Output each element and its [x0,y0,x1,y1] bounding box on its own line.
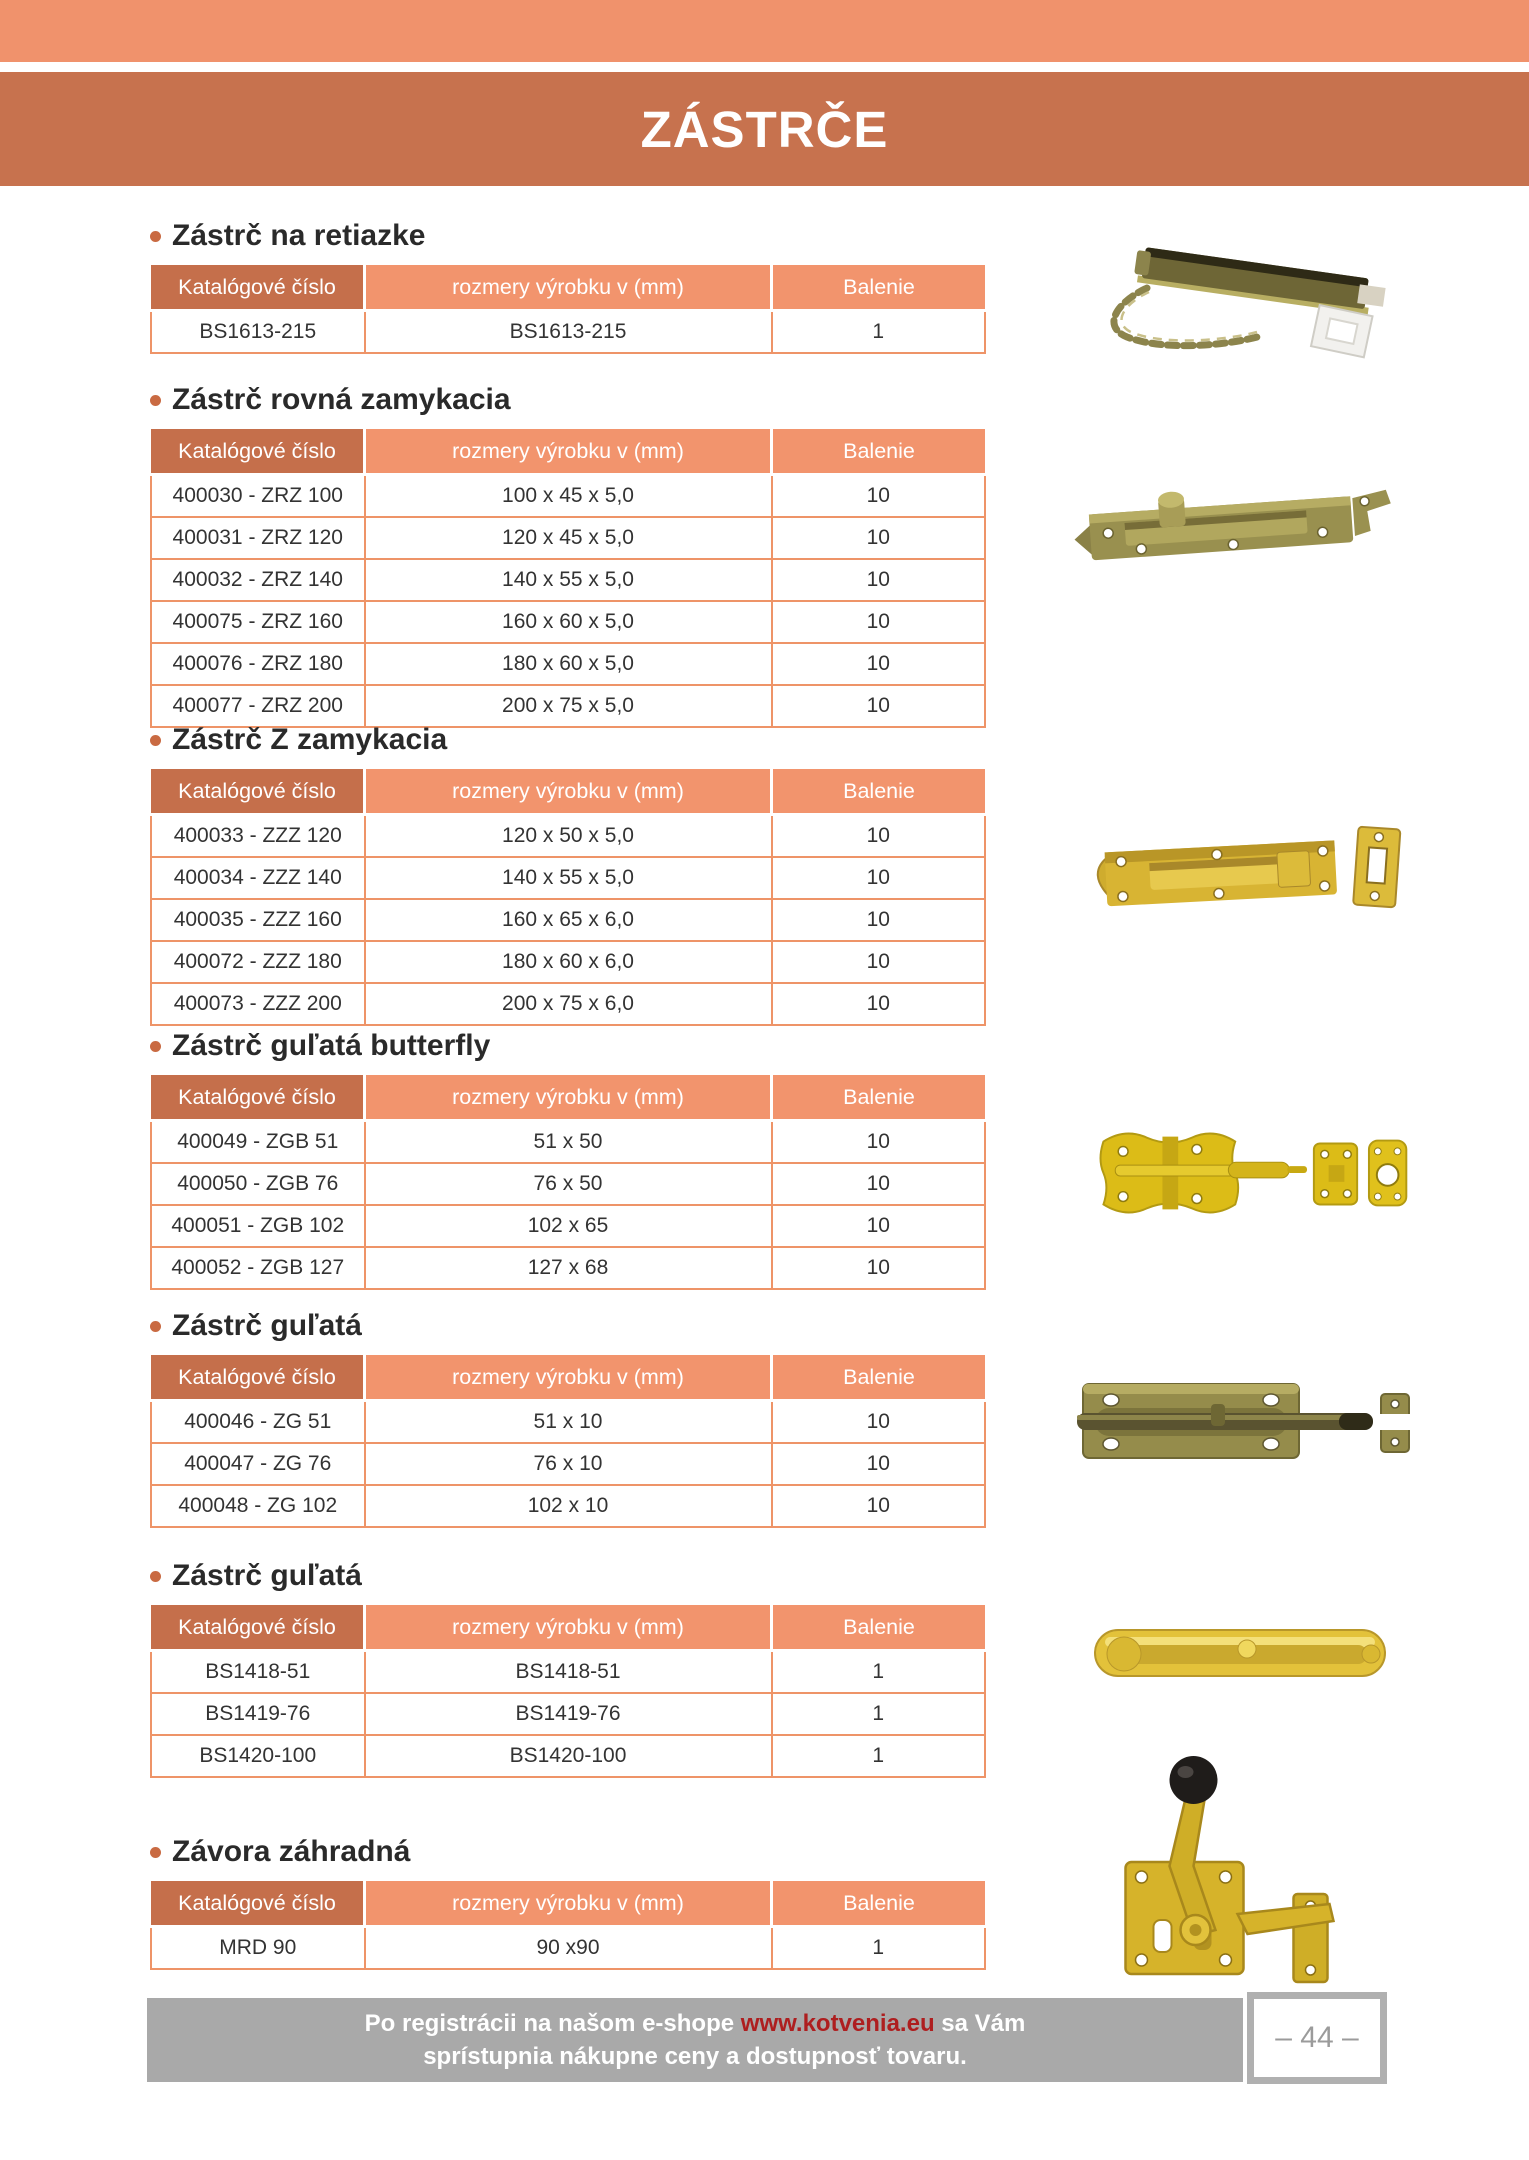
bullet-icon [150,1571,161,1582]
table-cell: 10 [772,941,986,983]
table-cell: 400047 - ZG 76 [151,1443,365,1485]
table-cell: 127 x 68 [365,1247,772,1289]
page-title: ZÁSTRČE [640,100,889,158]
round-bolt-image [1065,1366,1415,1478]
table-row [151,1443,985,1485]
table-cell: 400032 - ZRZ 140 [151,559,365,601]
table-cell: 1 [772,1735,986,1777]
table-cell: 10 [772,815,986,858]
table-cell: 76 x 50 [365,1163,772,1205]
table-cell: 10 [772,475,986,518]
brass-bolt-image [1075,1604,1405,1699]
product-image-garden-latch [1095,1744,1360,1989]
table-row [151,1927,985,1970]
table-cell: 10 [772,685,986,727]
table-cell: 10 [772,857,986,899]
table-cell: 400034 - ZZZ 140 [151,857,365,899]
table-cell: 180 x 60 x 6,0 [365,941,772,983]
flat-locking-bolt-image [1070,456,1410,591]
table-row [151,311,985,354]
table-header-row [151,769,985,815]
section-title [150,1026,1450,1066]
kotvenia-link[interactable]: www.kotvenia.eu [740,2010,935,2037]
section-title-text: Zástrč guľatá [172,1309,362,1342]
table-cell: 10 [772,559,986,601]
column-header-3: Balenie [772,1881,986,1927]
table-cell: 76 x 10 [365,1443,772,1485]
table-cell: 10 [772,1121,986,1164]
table-cell: 51 x 10 [365,1401,772,1444]
table-row [151,983,985,1025]
table-row [151,857,985,899]
product-table [150,1881,986,1970]
catalog-section [150,1026,1450,1290]
table-cell: 400076 - ZRZ 180 [151,643,365,685]
table-cell: 90 x90 [365,1927,772,1970]
table-cell: 400035 - ZZZ 160 [151,899,365,941]
table-cell: 140 x 55 x 5,0 [365,857,772,899]
table-cell: MRD 90 [151,1927,365,1970]
table-row [151,1121,985,1164]
table-cell: 400033 - ZZZ 120 [151,815,365,858]
column-header-3: Balenie [772,1355,986,1401]
column-header-1: Katalógové číslo [151,769,365,815]
product-table [150,1075,986,1290]
table-row [151,1651,985,1694]
table-row [151,1401,985,1444]
table-cell: 400046 - ZG 51 [151,1401,365,1444]
column-header-3: Balenie [772,769,986,815]
catalog-section [150,1306,1450,1528]
product-table [150,265,986,354]
catalog-section [150,1832,1450,1970]
column-header-2: rozmery výrobku v (mm) [365,1605,772,1651]
column-header-1: Katalógové číslo [151,429,365,475]
table-cell: 102 x 10 [365,1485,772,1527]
top-accent-bar [0,0,1529,62]
column-header-2: rozmery výrobku v (mm) [365,1355,772,1401]
section-title-text: Zástrč guľatá [172,1559,362,1592]
table-cell: 400073 - ZZZ 200 [151,983,365,1025]
product-image-butterfly-bolt [1083,1114,1413,1232]
column-header-1: Katalógové číslo [151,1075,365,1121]
column-header-2: rozmery výrobku v (mm) [365,769,772,815]
table-row [151,899,985,941]
table-header-row [151,1355,985,1401]
table-cell: BS1418-51 [365,1651,772,1694]
table-cell: 140 x 55 x 5,0 [365,559,772,601]
table-row [151,1205,985,1247]
product-image-flat-locking-bolt [1070,456,1410,591]
section-title [150,1556,1450,1596]
section-title-text: Zástrč Z zamykacia [172,723,448,756]
table-header-row [151,1605,985,1651]
column-header-2: rozmery výrobku v (mm) [365,265,772,311]
bullet-icon [150,735,161,746]
table-header-row [151,429,985,475]
table-cell: 160 x 60 x 5,0 [365,601,772,643]
bullet-icon [150,1321,161,1332]
z-locking-bolt-image [1078,786,1418,936]
bullet-icon [150,231,161,242]
table-cell: 10 [772,601,986,643]
table-cell: 400051 - ZGB 102 [151,1205,365,1247]
butterfly-bolt-image [1083,1114,1413,1232]
table-cell: 400049 - ZGB 51 [151,1121,365,1164]
table-cell: BS1419-76 [151,1693,365,1735]
table-cell: 102 x 65 [365,1205,772,1247]
page-number-box [1247,1992,1387,2084]
product-table [150,1355,986,1528]
table-cell: BS1613-215 [151,311,365,354]
table-cell: 160 x 65 x 6,0 [365,899,772,941]
section-title-text: Zástrč rovná zamykacia [172,383,511,416]
table-cell: 10 [772,1401,986,1444]
garden-latch-image [1095,1744,1360,1989]
table-cell: 51 x 50 [365,1121,772,1164]
table-row [151,1485,985,1527]
column-header-3: Balenie [772,265,986,311]
section-title [150,720,1450,760]
column-header-1: Katalógové číslo [151,1355,365,1401]
product-image-round-bolt [1065,1366,1415,1478]
table-header-row [151,1881,985,1927]
table-header-row [151,1075,985,1121]
table-cell: 120 x 45 x 5,0 [365,517,772,559]
table-cell: 10 [772,899,986,941]
table-cell: 120 x 50 x 5,0 [365,815,772,858]
section-title-text: Zástrč na retiazke [172,219,426,252]
table-cell: 400052 - ZGB 127 [151,1247,365,1289]
column-header-1: Katalógové číslo [151,1605,365,1651]
table-cell: 10 [772,1443,986,1485]
product-image-z-locking-bolt [1078,786,1418,936]
chain-bolt-image [1075,234,1405,364]
table-cell: 10 [772,517,986,559]
table-cell: 10 [772,983,986,1025]
table-cell: 1 [772,1927,986,1970]
column-header-2: rozmery výrobku v (mm) [365,429,772,475]
product-table [150,769,986,1026]
table-row [151,1163,985,1205]
section-title-text: Závora záhradná [172,1835,411,1868]
footer-note [147,1998,1243,2082]
table-cell: 1 [772,1651,986,1694]
bullet-icon [150,395,161,406]
footer-text-3: sprístupnia nákupne ceny a dostupnosť tovaru. [423,2043,967,2070]
table-cell: 400077 - ZRZ 200 [151,685,365,727]
page-header-band [0,72,1529,186]
table-cell: 1 [772,1693,986,1735]
column-header-1: Katalógové číslo [151,1881,365,1927]
column-header-3: Balenie [772,429,986,475]
table-header-row [151,265,985,311]
column-header-1: Katalógové číslo [151,265,365,311]
product-table [150,429,986,728]
table-row [151,1693,985,1735]
table-row [151,601,985,643]
column-header-3: Balenie [772,1075,986,1121]
table-cell: 10 [772,1485,986,1527]
table-cell: BS1420-100 [151,1735,365,1777]
table-row [151,815,985,858]
table-row [151,559,985,601]
table-row [151,475,985,518]
table-cell: 1 [772,311,986,354]
table-row [151,517,985,559]
table-cell: 200 x 75 x 6,0 [365,983,772,1025]
table-cell: 10 [772,1247,986,1289]
section-title-text: Zástrč guľatá butterfly [172,1029,491,1062]
table-cell: BS1420-100 [365,1735,772,1777]
table-cell: 200 x 75 x 5,0 [365,685,772,727]
section-title [150,380,1450,420]
bullet-icon [150,1041,161,1052]
table-cell: 400075 - ZRZ 160 [151,601,365,643]
product-image-brass-bolt [1075,1604,1405,1699]
column-header-2: rozmery výrobku v (mm) [365,1075,772,1121]
catalog-section [150,380,1450,728]
page-number: – 44 – [1275,2021,1359,2054]
table-cell: 400048 - ZG 102 [151,1485,365,1527]
table-cell: 400030 - ZRZ 100 [151,475,365,518]
section-title [150,1306,1450,1346]
footer-text-2: sa Vám [934,2010,1026,2037]
table-cell: BS1419-76 [365,1693,772,1735]
table-row [151,941,985,983]
table-row [151,643,985,685]
table-cell: 180 x 60 x 5,0 [365,643,772,685]
table-cell: 400072 - ZZZ 180 [151,941,365,983]
footer-text-1: Po registrácii na našom e-shope [364,2010,741,2037]
table-cell: 10 [772,1163,986,1205]
table-cell: BS1613-215 [365,311,772,354]
product-table [150,1605,986,1778]
catalog-section [150,720,1450,1026]
table-cell: 400031 - ZRZ 120 [151,517,365,559]
bullet-icon [150,1847,161,1858]
table-cell: 100 x 45 x 5,0 [365,475,772,518]
table-row [151,1735,985,1777]
column-header-3: Balenie [772,1605,986,1651]
table-cell: 10 [772,1205,986,1247]
catalog-section [150,216,1450,354]
table-row [151,1247,985,1289]
table-cell: 400050 - ZGB 76 [151,1163,365,1205]
product-image-chain-bolt [1075,234,1405,364]
table-cell: BS1418-51 [151,1651,365,1694]
table-cell: 10 [772,643,986,685]
column-header-2: rozmery výrobku v (mm) [365,1881,772,1927]
